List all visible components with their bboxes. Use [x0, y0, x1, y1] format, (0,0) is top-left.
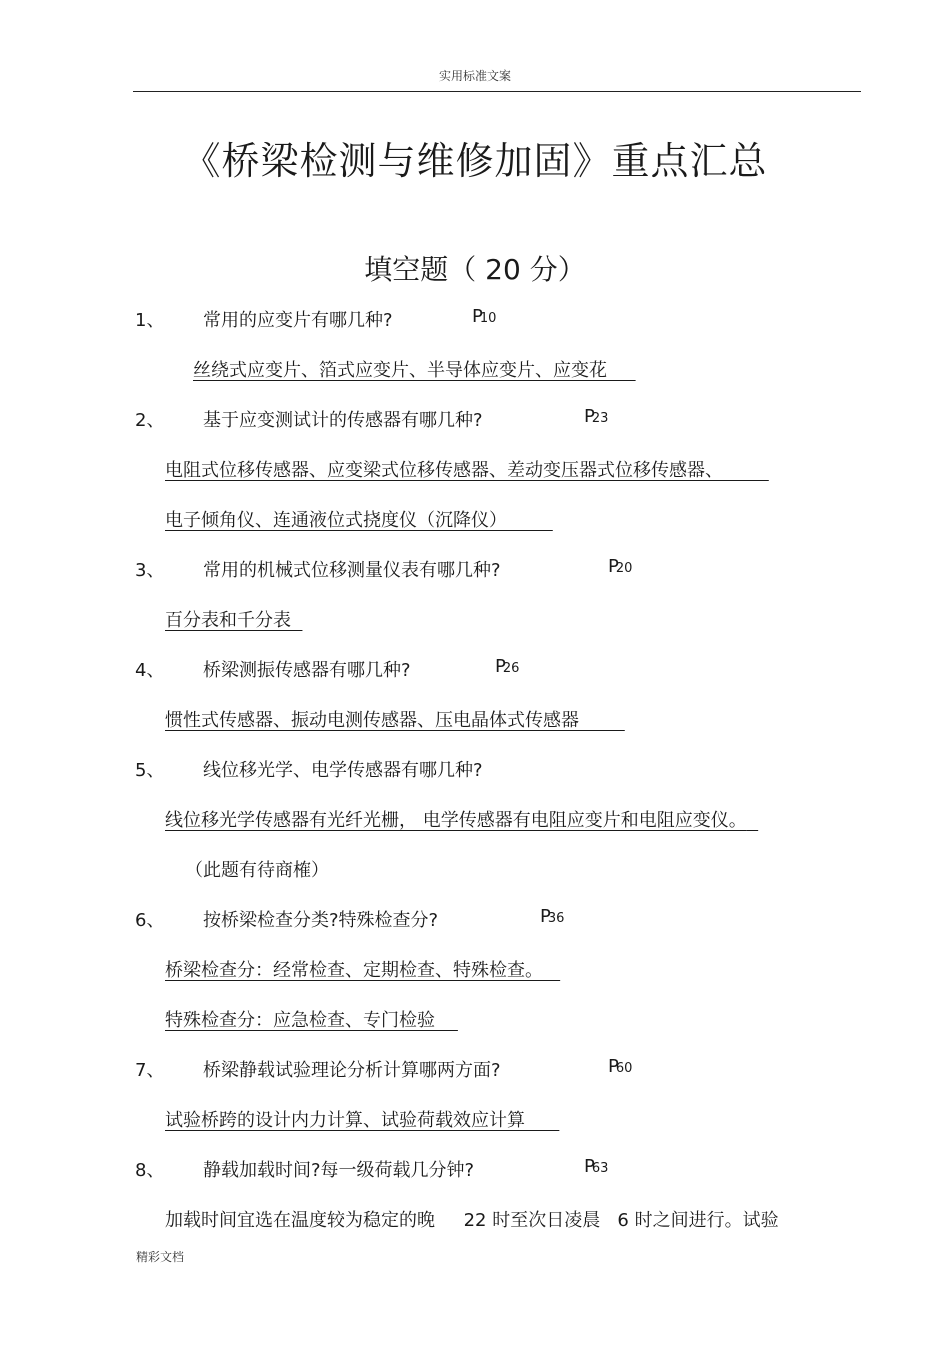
question-number: 4、 [135, 660, 165, 681]
page-reference: P20 [608, 556, 633, 577]
page-reference: P60 [608, 1056, 633, 1077]
section-heading: 填空题（ 20 分） [364, 253, 586, 286]
answer-note: （此题有待商榷） [185, 860, 329, 881]
answer-line: 百分表和千分表 [165, 610, 291, 631]
question-text: 常用的机械式位移测量仪表有哪几种? [203, 560, 501, 581]
question-number: 1、 [135, 310, 165, 331]
question-text: 线位移光学、电学传感器有哪几种? [203, 760, 483, 781]
page-footer: 精彩文档 [136, 1250, 185, 1264]
answer-line: 试验桥跨的设计内力计算、试验荷载效应计算 [165, 1110, 525, 1131]
question-text: 桥梁静载试验理论分析计算哪两方面? [203, 1060, 501, 1081]
question-number: 3、 [135, 560, 165, 581]
document-title: 《桥梁检测与维修加固》重点汇总 [182, 139, 768, 183]
question-text: 静载加载时间?每一级荷载几分钟? [203, 1160, 475, 1181]
page-reference: P26 [495, 656, 520, 677]
question-number: 5、 [135, 760, 165, 781]
question-number: 7、 [135, 1060, 165, 1081]
page-reference: P23 [584, 406, 609, 427]
question-text: 按桥梁检查分类?特殊检查分? [203, 910, 439, 931]
question-number: 6、 [135, 910, 165, 931]
answer-line: 惯性式传感器、振动电测传感器、压电晶体式传感器 [165, 710, 579, 731]
question-number: 8、 [135, 1160, 165, 1181]
question-text: 常用的应变片有哪几种? [203, 310, 393, 331]
answer-line: 特殊检查分：应急检查、专门检验 [165, 1010, 435, 1031]
page-reference: P63 [584, 1156, 609, 1177]
question-text: 桥梁测振传感器有哪几种? [203, 660, 411, 681]
question-number: 2、 [135, 410, 165, 431]
answer-line: 丝绕式应变片、箔式应变片、半导体应变片、应变花 [193, 360, 607, 381]
answer-line: 线位移光学传感器有光纤光栅， 电学传感器有电阻应变片和电阻应变仪。 [165, 810, 747, 831]
answer-line: 加载时间宜选在温度较为稳定的晚 22 时至次日凌晨 6 时之间进行。试验 [165, 1210, 779, 1231]
page-reference: P36 [540, 906, 565, 927]
question-text: 基于应变测试计的传感器有哪几种? [203, 410, 483, 431]
answer-line: 电子倾角仪、连通液位式挠度仪（沉降仪） [165, 510, 507, 531]
answer-line: 桥梁检查分：经常检查、定期检查、特殊检查。 [165, 960, 543, 981]
header-divider [133, 91, 861, 92]
page-reference: P10 [472, 306, 497, 327]
page-header: 实用标准文案 [438, 69, 511, 83]
answer-line: 电阻式位移传感器、应变梁式位移传感器、差动变压器式位移传感器、 [165, 460, 723, 481]
